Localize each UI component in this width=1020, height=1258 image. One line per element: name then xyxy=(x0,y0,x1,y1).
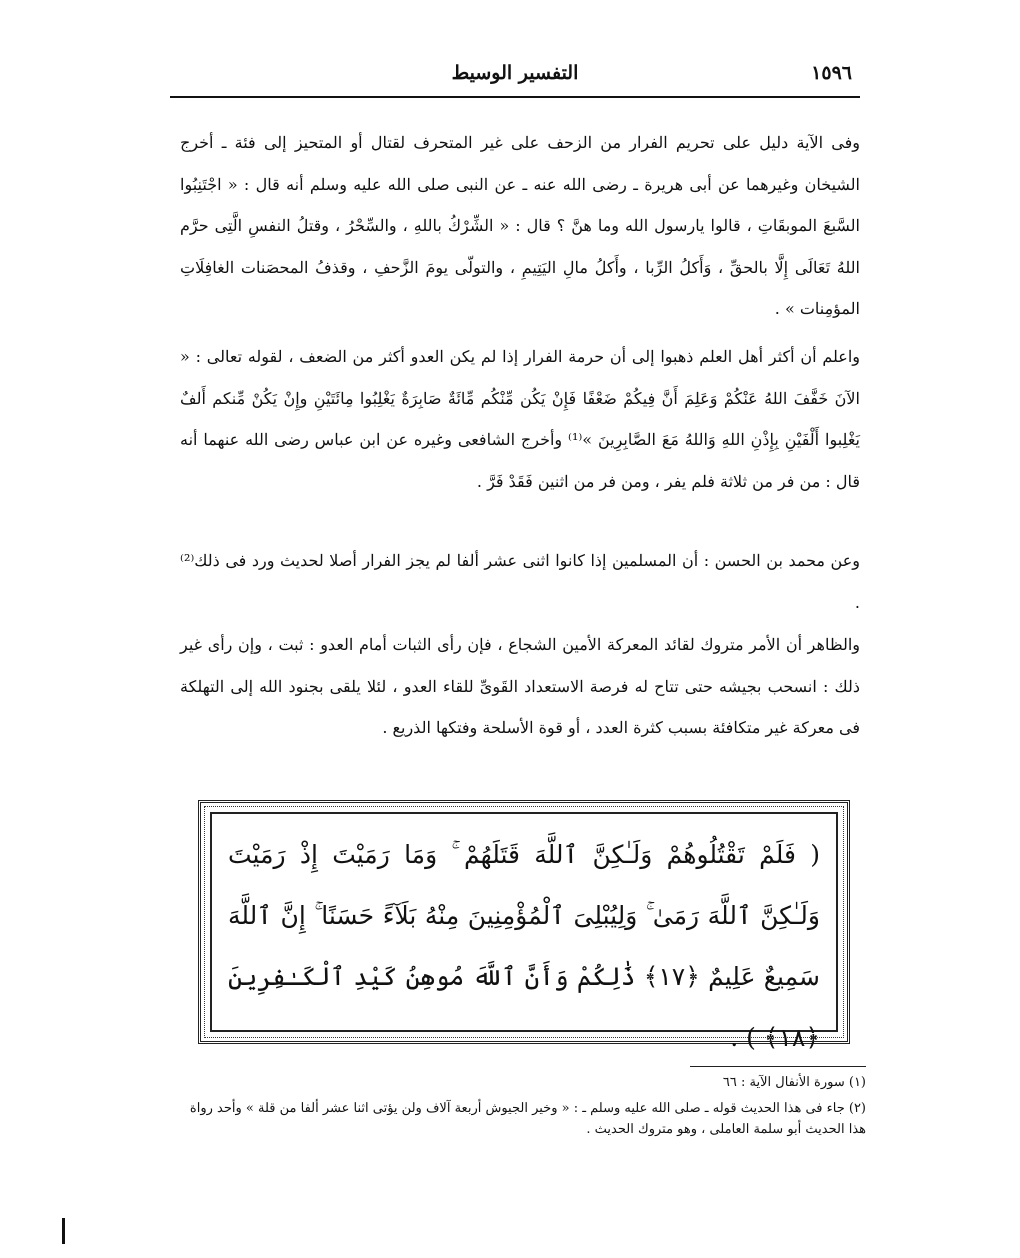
paragraph-commander-decision: والظاهر أن الأمر متروك لقائد المعركة الأمين الشجاع ، فإن رأى الثبات أمام العدو : ثبت ، وإن رأى غير ذلك : انسحب بجيشه حتى تتاح له فرصة الاستعداد القَوىِّ للقاء العدو ، لئلا يلقى بجنود الله إلى التهلكة فى معركة غير متكافئة بسبب كثرة العدد ، أو قوة الأسلحة وفتكها الذريع . xyxy=(180,635,860,737)
paragraph-muhammad-ibn-hasan: وعن محمد بن الحسن : أن المسلمين إذا كانوا اثنى عشر ألفا لم يجز الفرار أصلا لحديث ورد فى ذلك⁽²⁾ . xyxy=(180,551,860,612)
footnote-divider xyxy=(690,1066,866,1067)
paragraph-fleeing-battle: وفى الآية دليل على تحريم الفرار من الزحف على غير المتحرف لقتال أو المتحيز إلى فئة ـ أخرج الشيخان وغيرهما عن أبى هريرة ـ رضى الله عنه ـ عن النبى صلى الله عليه وسلم أنه قال : « اجْتَنِبُوا السَّبعَ الموبقَاتِ ، قالوا يارسول الله وما هنَّ ؟ قال : « الشِّرْكُ باللهِ ، والسِّحْرُ ، وقتلُ النفسِ الَّتِى حرَّم اللهُ تَعَالَى إِلَّا بالحقِّ ، وَأَكلُ الرِّبا ، وأَكلُ مالِ اليَتِيمِ ، والتولّى يومَ الزَّحفِ ، وقذفُ المحصَنات الغافِلَاتِ المؤمِنات » . xyxy=(180,133,860,318)
footnote-1: (١) سورة الأنفال الآية : ٦٦ xyxy=(722,1075,866,1090)
quran-verse-frame xyxy=(198,800,850,1052)
running-header xyxy=(170,58,860,94)
header-divider xyxy=(170,96,860,98)
footnote-2: (٢) جاء فى هذا الحديث قوله ـ صلى الله عليه وسلم ـ : « وخير الجيوش أربعة آلاف ولن يؤتى اثنا عشر ألفا من قلة » وأحد رواة هذا الحديث أبو سلمة العاملى ، وهو متروك الحديث . xyxy=(189,1101,866,1137)
book-title: التفسير الوسيط xyxy=(451,62,579,84)
page-number: ١٥٩٦ xyxy=(811,62,852,84)
paragraph-scholars-opinion: واعلم أن أكثر أهل العلم ذهبوا إلى أن حرمة الفرار إذا لم يكن العدو أكثر من الضعف ، لقوله تعالى : « الآنَ خَفَّفَ اللهُ عَنْكُمْ وَعَلِمَ أَنَّ فِيكُمْ ضَعْفًا فَإِنْ يَكُن مِّنْكُم مِّائَةٌ صَابِرَةٌ يَغْلِبُوا مِائَتَيْنِ وإِنْ يَكُنْ مِّنكم أَلفٌ يَغْلِبوا أَلْفَيْنِ بِإِذْنِ اللهِ وَاللهُ مَعَ الصَّابِرِينَ »⁽¹⁾ وأخرج الشافعى وغيره عن ابن عباس رضى الله عنهما أنه قال : من فر من ثلاثة فلم يفر ، ومن فر من اثنين فَقَدْ فَرَّ . xyxy=(180,347,861,491)
quran-verse: ( فَلَمْ تَقْتُلُوهُمْ وَلَـٰكِنَّ ٱللَّهَ قَتَلَهُمْ ۚ وَمَا رَمَيْتَ إِذْ رَمَيْتَ وَلَـٰكِنَّ ٱللَّهَ رَمَىٰ ۚ وَلِيُبْلِىَ ٱلْمُؤْمِنِينَ مِنْهُ بَلَآءً حَسَنًا ۚ إِنَّ ٱللَّهَ سَمِيعٌ عَلِيمٌ ﴿١٧﴾ ذَٰلِكُمْ وَأَنَّ ٱللَّهَ مُوهِنُ كَيْدِ ٱلْكَـٰفِرِينَ ﴿١٨﴾ ) . xyxy=(228,840,820,1052)
scan-edge-mark xyxy=(62,1218,65,1244)
